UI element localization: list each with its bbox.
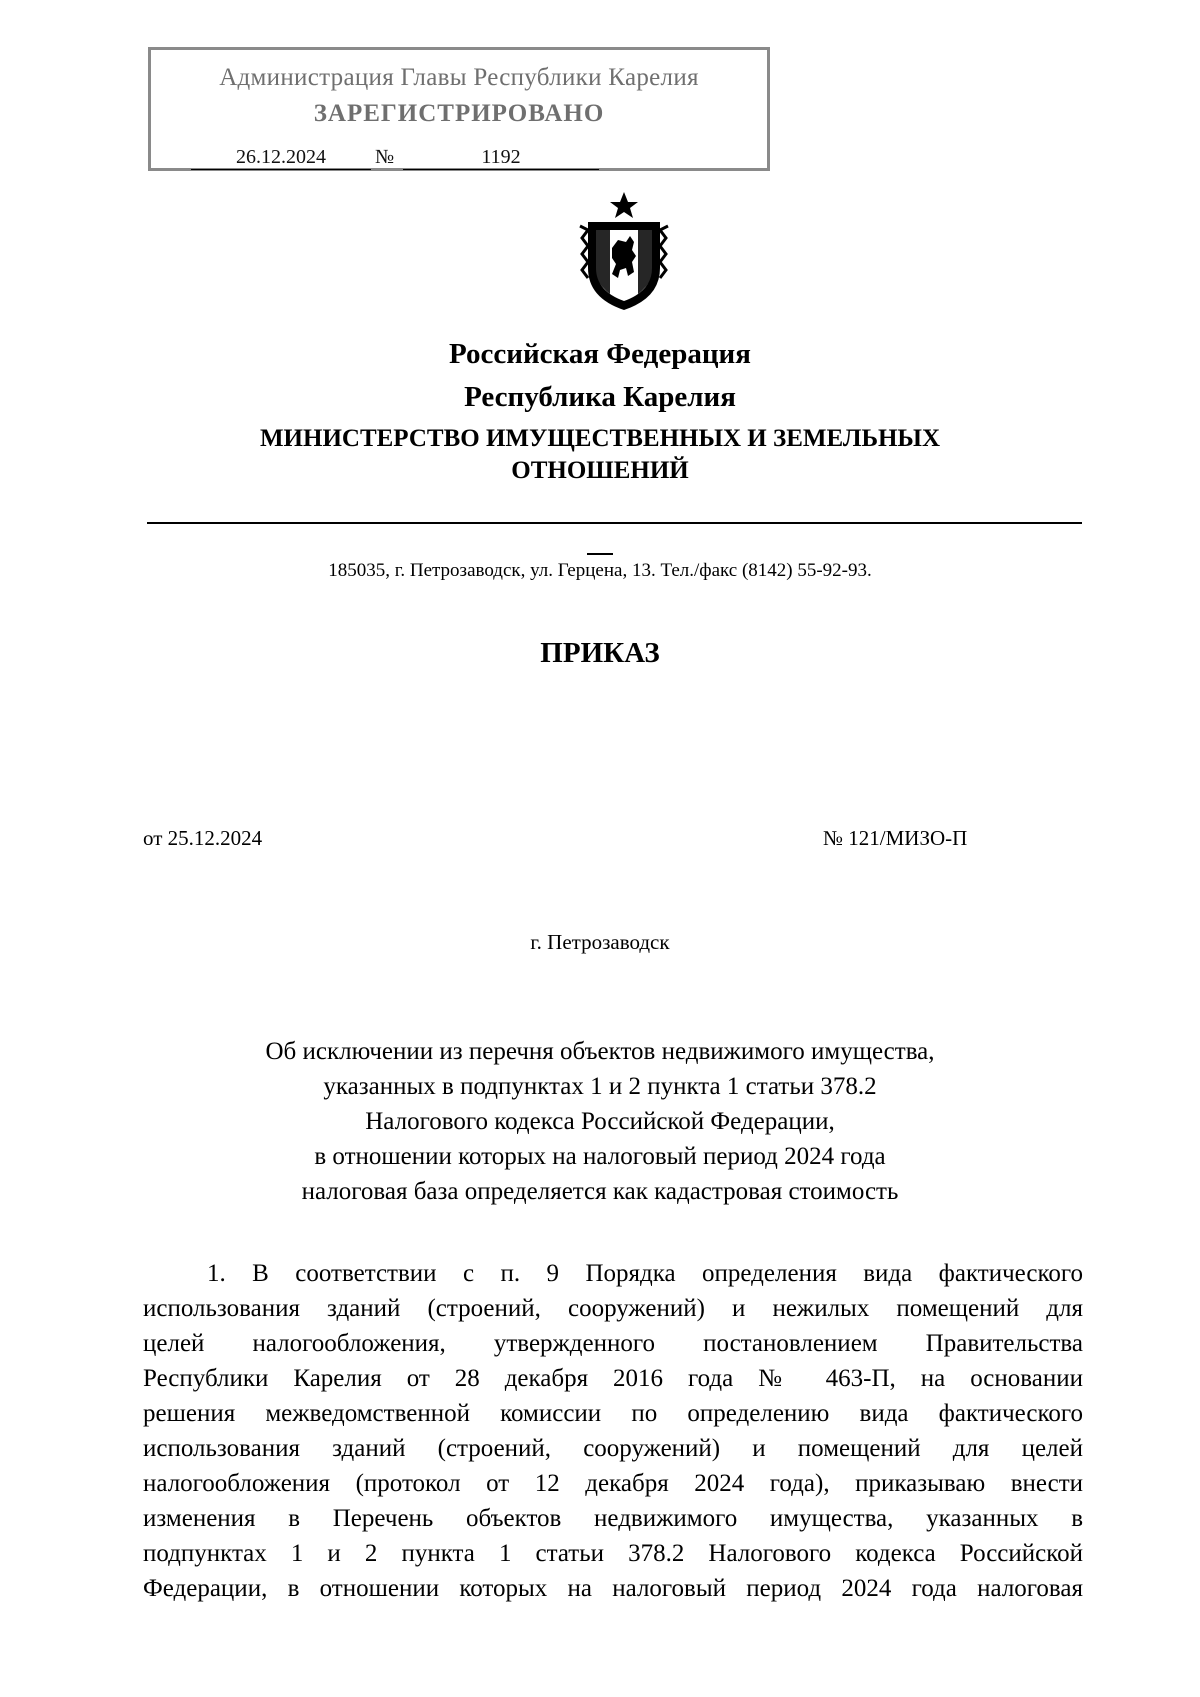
- header-ministry-cont: ОТНОШЕНИЙ: [511, 457, 689, 484]
- body-line: целей налогообложения, утвержденного постановлением Правительства: [143, 1330, 1083, 1357]
- header-republic: Республика Карелия: [464, 381, 736, 413]
- order-city: г. Петрозаводск: [530, 930, 670, 954]
- registration-stamp: [148, 47, 770, 171]
- title-line: в отношении которых на налоговый период 2024 года: [314, 1143, 886, 1170]
- body-line: Республики Карелия от 28 декабря 2016 года № 463-П, на основании: [143, 1365, 1083, 1392]
- title-line: Налогового кодекса Российской Федерации,: [365, 1108, 835, 1135]
- body-line: изменения в Перечень объектов недвижимого имущества, указанных в: [143, 1505, 1083, 1532]
- stamp-authority: Администрация Главы Республики Карелия: [219, 64, 699, 91]
- header-divider: [147, 522, 1082, 524]
- stamp-registered: ЗАРЕГИСТРИРОВАНО: [313, 100, 605, 127]
- body-line: 1. В соответствии с п. 9 Порядка определения вида фактического: [207, 1260, 1083, 1287]
- document-type: ПРИКАЗ: [540, 637, 660, 669]
- ministry-address: 185035, г. Петрозаводск, ул. Герцена, 13. Тел./факс (8142) 55-92-93.: [328, 560, 872, 581]
- body-line: использования зданий (строений, сооружений) и нежилых помещений для: [143, 1295, 1083, 1322]
- short-divider: [587, 553, 613, 555]
- body-line: использования зданий (строений, сооружений) и помещений для целей: [143, 1435, 1083, 1462]
- header-ministry: МИНИСТЕРСТВО ИМУЩЕСТВЕННЫХ И ЗЕМЕЛЬНЫХ: [259, 425, 941, 452]
- stamp-number-sign: №: [375, 146, 395, 168]
- title-line: налоговая база определяется как кадастровая стоимость: [301, 1178, 899, 1205]
- order-number: № 121/МИЗО-П: [823, 826, 968, 850]
- body-line: Федерации, в отношении которых на налоговый период 2024 года налоговая: [143, 1575, 1083, 1602]
- karelia-coat-of-arms-icon: [574, 190, 674, 314]
- body-line: налогообложения (протокол от 12 декабря 2024 года), приказываю внести: [143, 1470, 1083, 1497]
- order-title: [0, 1034, 1200, 1209]
- title-line: Об исключении из перечня объектов недвижимого имущества,: [265, 1038, 935, 1065]
- header-federation: Российская Федерация: [449, 338, 751, 370]
- stamp-number: 1192: [403, 146, 599, 170]
- title-line: указанных в подпунктах 1 и 2 пункта 1 статьи 378.2: [323, 1073, 877, 1100]
- body-line: подпунктах 1 и 2 пункта 1 статьи 378.2 Налогового кодекса Российской: [143, 1540, 1083, 1567]
- stamp-date: 26.12.2024: [191, 146, 371, 170]
- body-line: решения межведомственной комиссии по определению вида фактического: [143, 1400, 1083, 1427]
- order-date: от 25.12.2024: [143, 826, 263, 850]
- order-body: [143, 1256, 1083, 1606]
